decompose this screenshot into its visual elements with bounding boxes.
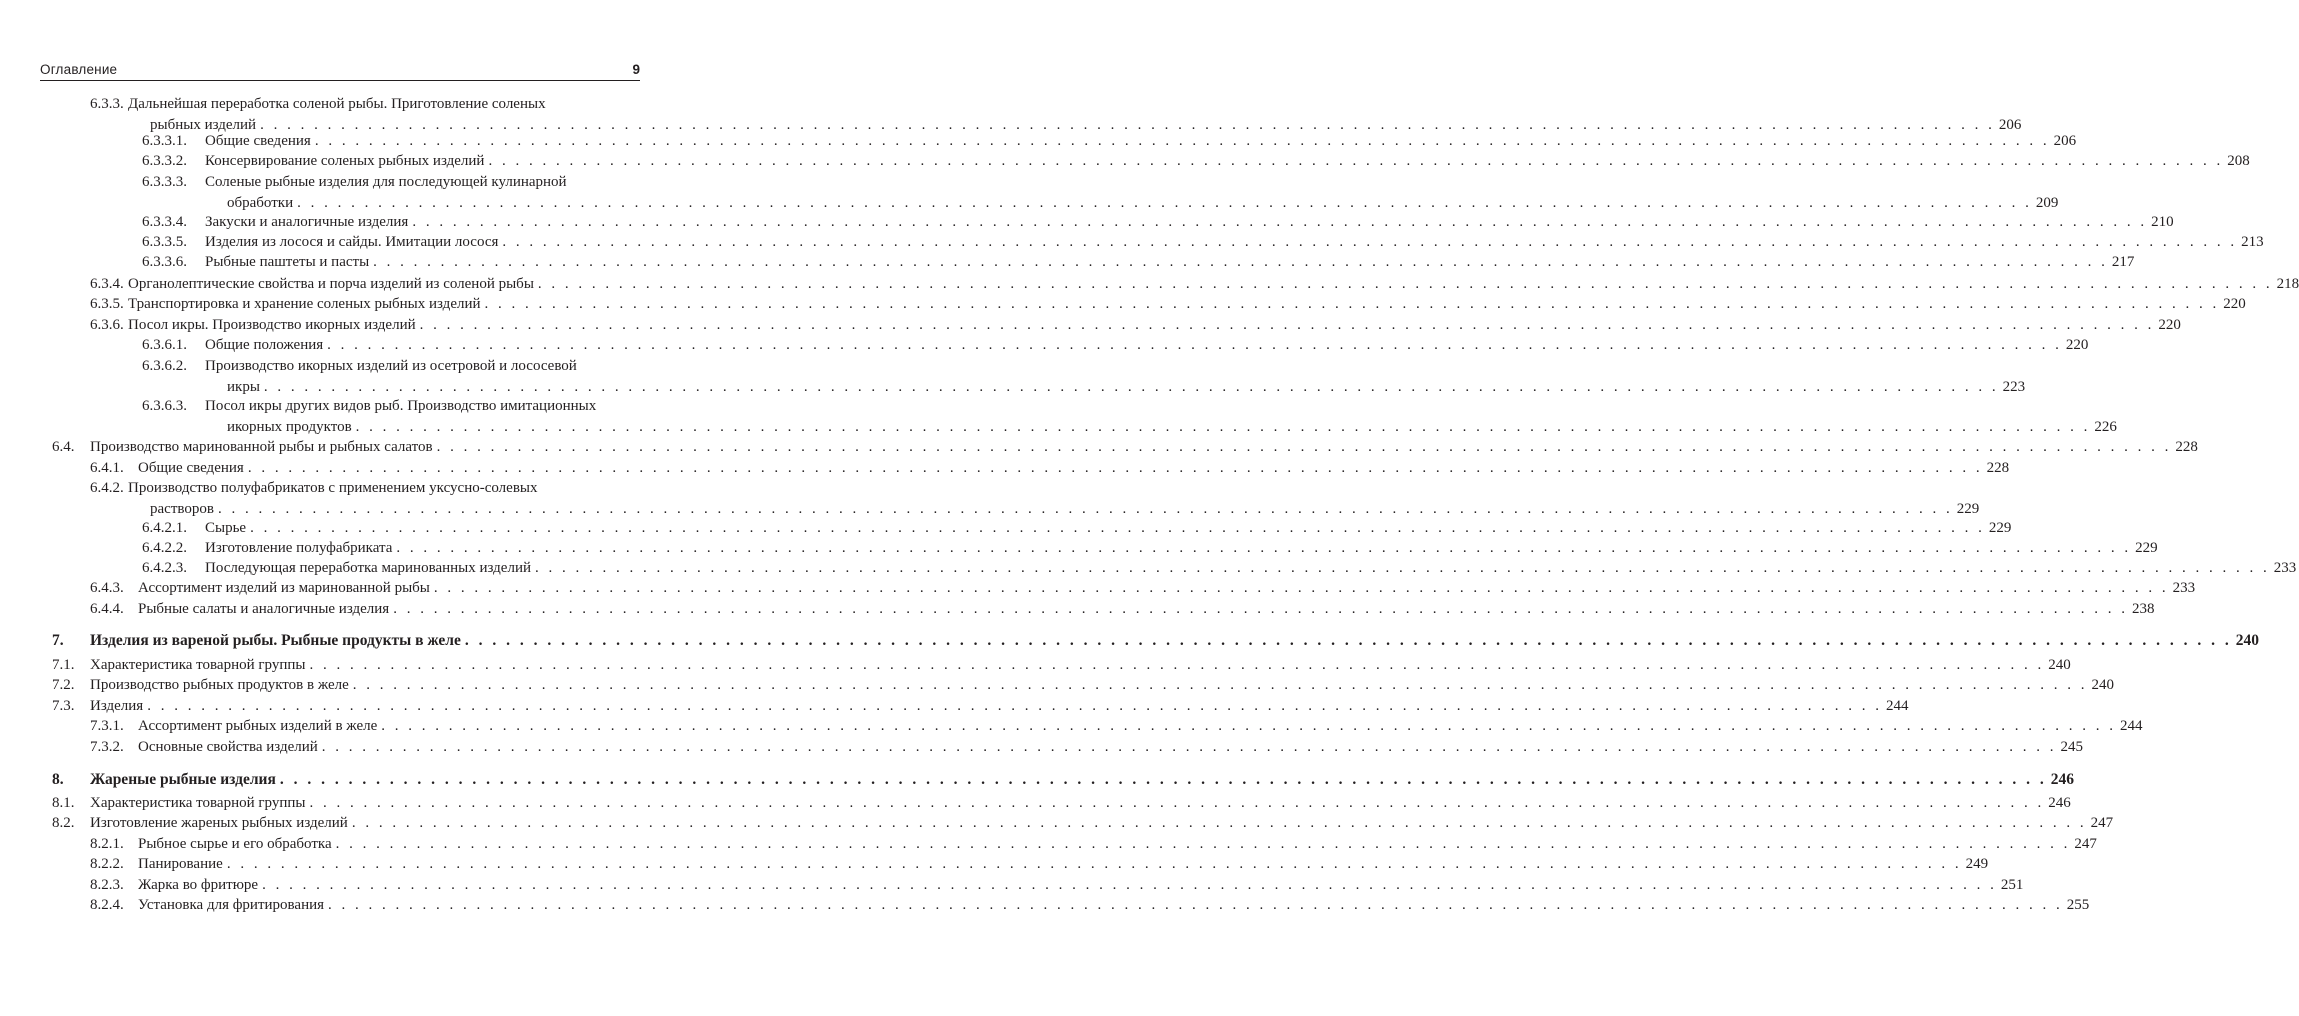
toc-entry[interactable]	[142, 538, 2158, 559]
toc-entry[interactable]	[90, 274, 2299, 295]
toc-entry-number: 8.2.3.	[90, 877, 124, 893]
dot-leader: . . . . . . . . . . . . . . . . . . . . . . . . . . . . . . . . . . . . . . . . . . . . . . . . . . . . . . . . . . . . . . . . . . . . . . . . . . . . . . . . . . . . . . . . . . . . . . . . . . . . . . . . . . . . . . . . . . . . . . . . . . . . . . . . .	[373, 254, 2108, 270]
toc-entry[interactable]	[142, 335, 2089, 356]
toc-entry-title: Соленые рыбные изделия для последующей кулинарной	[205, 174, 567, 190]
toc-entry[interactable]	[142, 212, 2174, 233]
toc-entry-title: Общие сведения	[138, 460, 244, 476]
toc-entry-number: 6.4.2.3.	[142, 560, 187, 576]
toc-entry-page: 240	[2091, 677, 2115, 693]
toc-entry[interactable]	[142, 172, 2059, 214]
toc-entry-page: 246	[2048, 795, 2071, 811]
toc-entry-page: 245	[2060, 739, 2084, 755]
dot-leader: . . . . . . . . . . . . . . . . . . . . . . . . . . . . . . . . . . . . . . . . . . . . . . . . . . . . . . . . . . . . . . . . . . . . . . . . . . . . . . . . . . . . . . . . . . . . . . . . . . . . . . . . . . . . . . . . . . . . . . . . . . . . . . . . .	[247, 460, 1983, 476]
toc-entry[interactable]	[142, 232, 2264, 253]
toc-entry-title: Рыбные паштеты и пасты	[205, 254, 370, 270]
toc-entry-number: 6.3.3.5.	[142, 234, 187, 250]
toc-entry-title: Характеристика товарной группы	[90, 795, 306, 811]
toc-entry[interactable]	[142, 356, 2026, 398]
toc-entry-title: Рыбное сырье и его обработка	[138, 836, 332, 852]
toc-entry[interactable]	[142, 151, 2250, 172]
toc-entry-title: обработки	[227, 195, 294, 211]
dot-leader: . . . . . . . . . . . . . . . . . . . . . . . . . . . . . . . . . . . . . . . . . . . . . . . . . . . . . . . . . . . . . . . . . . . . . . . . . . . . . . . . . . . . . . . . . . . . . . . . . . . . . . . . . . . . . . . . . . . . . . . . . . . . . . . . .	[352, 677, 2088, 693]
dot-leader: . . . . . . . . . . . . . . . . . . . . . . . . . . . . . . . . . . . . . . . . . . . . . . . . . . . . . . . . . . . . . . . . . . . . . . . . . . . . . . . . . . . . . . . . . . . . . . . . . . . . . . . . . . . . . . . . . . . . . . . . . . . . . . . . .	[535, 560, 2270, 576]
toc-entry[interactable]	[90, 895, 2090, 916]
header-page-number: 9	[632, 62, 640, 77]
toc-entry-title: Ассортимент рыбных изделий в желе	[138, 718, 378, 734]
toc-entry-page: 247	[2090, 815, 2114, 831]
toc-entry-number: 6.3.3.6.	[142, 254, 187, 270]
toc-entry[interactable]	[52, 696, 1909, 717]
toc-entry-page: 255	[2066, 897, 2090, 913]
dot-leader: . . . . . . . . . . . . . . . . . . . . . . . . . . . . . . . . . . . . . . . . . . . . . . . . . . . . . . . . . . . . . . . . . . . . . . . . . . . . . . . . . . . . . . . . . . . . . . . . . . . . . . . . . . . . . . . . . . . . . . . . . . . . . . . . .	[502, 234, 2238, 250]
header-rule	[40, 80, 640, 81]
toc-entry[interactable]	[90, 458, 2010, 479]
toc-entry-title: Органолептические свойства и порча изделий из соленой рыбы	[128, 276, 534, 292]
dot-leader: . . . . . . . . . . . . . . . . . . . . . . . . . . . . . . . . . . . . . . . . . . . . . . . . . . . . . . . . . . . . . . . . . . . . . . . . . . . . . . . . . . . . . . . . . . . . . . . . . . . . . . . . . . . . . . . . . . . . . . . . . . . . . . . . .	[537, 276, 2273, 292]
toc-entry-number: 6.4.3.	[90, 580, 124, 596]
toc-entry-title: Общие положения	[205, 337, 324, 353]
toc-entry-page: 220	[2223, 296, 2246, 312]
toc-entry[interactable]	[90, 294, 2246, 315]
dot-leader: . . . . . . . . . . . . . . . . . . . . . . . . . . . . . . . . . . . . . . . . . . . . . . . . . . . . . . . . . . . . . . . . . . . . . . . . . . . . . . . . . . . . . . . . . . . . . . . . . . . . . . . . . . . . . . . . . . . . . . . . . . . . . . . . .	[309, 657, 2045, 673]
toc-entry-number: 8.1.	[52, 795, 75, 811]
toc-entry[interactable]	[142, 252, 2135, 273]
dot-leader: . . . . . . . . . . . . . . . . . . . . . . . . . . . . . . . . . . . . . . . . . . . . . . . . . . . . . . . . . . . . . . . . . . . . . . . . . . . . . . . . . . . . . . . . . . . . . . . . . . . . . . . . . . . . . . . . . . . . . . . . . . . . . . . . .	[250, 520, 1985, 536]
toc-entry[interactable]	[90, 854, 1989, 875]
dot-leader: . . . . . . . . . . . . . . . . . . . . . . . . . . . . . . . . . . . . . . . . . . . . . . . . . . . . . . . . . . . . . . . . . . . . . . . . . . . . . . . . . . . . . . . . . . . . . . . . . . . . . . . . . . . . . . . . . . . . . . . . . . . . . . . . .	[328, 897, 2063, 913]
dot-leader: . . . . . . . . . . . . . . . . . . . . . . . . . . . . . . . . . . . . . . . . . . . . . . . . . . . . . . . . . . . . . . . . . . . . . . . . . . . . . . . . . . . . . . . . . . . . . . . . . . . . . . . . . . . . . . . . . . . . . . . . . . . . . . . . .	[217, 501, 1953, 517]
toc-entry-page: 244	[2120, 718, 2143, 734]
dot-leader: . . . . . . . . . . . . . . . . . . . . . . . . . . . . . . . . . . . . . . . . . . . . . . . . . . . . . . . . . . . . . . . . . . . . . . . . . . . . . . . . . . . . . . . . . . . . . . . . . . . . . . . . . . . . . . . . . . . . . . . . . . . . . . . . .	[309, 795, 2045, 811]
toc-entry-page: 220	[2158, 317, 2181, 333]
toc-entry[interactable]	[142, 558, 2297, 579]
toc-entry-number: 6.3.3.	[90, 96, 124, 112]
dot-leader: . . . . . . . . . . . . . . . . . . . . . . . . . . . . . . . . . . . . . . . . . . . . . . . . . . . . . . . . . . . . . . . . . . . . . . . . . . . . . . . . . . . . . . . . . . . . . . . . . . . . . . . . . . . . . . . . . . . . . . . . . . . . . . . . .	[335, 836, 2071, 852]
toc-entry-number: 8.2.2.	[90, 856, 124, 872]
header-title: Оглавление	[40, 62, 118, 77]
dot-leader: . . . . . . . . . . . . . . . . . . . . . . . . . . . . . . . . . . . . . . . . . . . . . . . . . . . . . . . . . . . . . . . . . . . . . . . . . . . . . . . . . . . . . . . . . . . . . . . . . . . . . . . . . . . . . . . . . . . . . . . . . . . . . . . . .	[393, 601, 2128, 617]
dot-leader: . . . . . . . . . . . . . . . . . . . . . . . . . . . . . . . . . . . . . . . . . . . . . . . . . . . . . . . . . . . . . . . . . . . . . . . . . . . . . . . . . . . . . . . . . . . . . . . . . . . . . . . . . . . . . . . . . . . . . . . . . . . . . . . . .	[381, 718, 2117, 734]
toc-entry-number: 7.3.	[52, 698, 75, 714]
dot-leader: . . . . . . . . . . . . . . . . . . . . . . . . . . . . . . . . . . . . . . . . . . . . . . . . . . . . . . . . . . . . . . . . . . . . . . . . . . . . . . . . . . . . . . . . . . . . . . . . . . . . . . . . . . . . . . . . . . . . . . . . . . . . . . . . .	[147, 698, 1882, 714]
toc-entry[interactable]	[52, 630, 2260, 651]
toc-entry-number: 6.3.6.1.	[142, 337, 187, 353]
toc-entry-page: 226	[2094, 419, 2117, 435]
toc-entry-title: рыбных изделий	[150, 117, 257, 133]
dot-leader: . . . . . . . . . . . . . . . . . . . . . . . . . . . . . . . . . . . . . . . . . . . . . . . . . . . . . . . . . . . . . . . . . . . . . . . . . . . . . . . . . . . . . . . . . . . . . . . . . . . . . . . . . . . . . . . . . . . . . . . . . . . . . . . . .	[396, 540, 2132, 556]
toc-entry-number: 6.3.4.	[90, 276, 124, 292]
toc-entry[interactable]	[90, 875, 2024, 896]
toc-entry-title: Транспортировка и хранение соленых рыбных изделий	[128, 296, 481, 312]
toc-entry[interactable]	[142, 131, 2077, 152]
running-header	[40, 62, 640, 78]
toc-entry-number: 6.4.2.	[90, 480, 124, 496]
toc-entry-title: Основные свойства изделий	[138, 739, 318, 755]
toc-entry-title: Установка для фритирования	[138, 897, 325, 913]
toc-entry-number: 6.3.3.3.	[142, 174, 187, 190]
dot-leader: . . . . . . . . . . . . . . . . . . . . . . . . . . . . . . . . . . . . . . . . . . . . . . . . . . . . . . . . . . . . . . . . . . . . . . . . . . . . . . . . . . . . . . . . . . . . . . . . . . . . . . . . . . . . . . . . . . . . . . . . . . . . . . . . .	[419, 317, 2155, 333]
toc-entry[interactable]	[52, 769, 2074, 790]
toc-entry-page: 240	[2048, 657, 2071, 673]
toc-entry-title: Изделия из лосося и сайды. Имитации лосося	[205, 234, 499, 250]
toc-entry-page: 206	[1998, 117, 2022, 133]
dot-leader: . . . . . . . . . . . . . . . . . . . . . . . . . . . . . . . . . . . . . . . . . . . . . . . . . . . . . . . . . . . . . . . . . . . . . . . . . . . . . . . . . . . . . . . . . . . . . . . . . . . . . . . . . . . . . . . . . . . . . . . . . . . . . . . . .	[355, 419, 2091, 435]
toc-entry-page: 233	[2273, 560, 2297, 576]
toc-entry-page: 229	[2135, 540, 2158, 556]
toc-entry-title: Изделия из вареной рыбы. Рыбные продукты в желе	[90, 632, 461, 649]
toc-entry-number: 6.4.2.2.	[142, 540, 187, 556]
toc-entry[interactable]	[52, 437, 2198, 458]
toc-entry-page: 251	[2000, 877, 2024, 893]
dot-leader: . . . . . . . . . . . . . . . . . . . . . . . . . . . . . . . . . . . . . . . . . . . . . . . . . . . . . . . . . . . . . . . . . . . . . . . . . . . . . . . . . . . . . . . . . . . . . . . . . . . . . . . . . . . . . . . . . . . . . . . . . . . . . . . . .	[351, 815, 2087, 831]
toc-entry-title: Последующая переработка маринованных изделий	[205, 560, 532, 576]
toc-entry-title: Производство рыбных продуктов в желе	[90, 677, 349, 693]
dot-leader: . . . . . . . . . . . . . . . . . . . . . . . . . . . . . . . . . . . . . . . . . . . . . . . . . . . . . . . . . . . . . . . . . . . . . . . . . . . . . . . . . . . . . . . . . . . . . . . . . . . . . . . . . . . . . . . . . . . . . . . . . . . . . . . . .	[433, 580, 2169, 596]
toc-entry-page: 240	[2235, 632, 2260, 649]
toc-entry-title: Сырье	[205, 520, 247, 536]
toc-entry-number: 6.3.6.	[90, 317, 124, 333]
toc-entry-title: Рыбные салаты и аналогичные изделия	[138, 601, 390, 617]
toc-entry-number: 7.	[52, 632, 64, 649]
toc-entry-title: Изделия	[90, 698, 144, 714]
toc-entry-number: 7.1.	[52, 657, 75, 673]
toc-entry-number: 6.3.6.2.	[142, 358, 187, 374]
dot-leader: . . . . . . . . . . . . . . . . . . . . . . . . . . . . . . . . . . . . . . . . . . . . . . . . . . . . . . . . . . . . . . . . . . . . . . . . . . . . . . . . . . . . . . . . . . . . . . . . . . . . . . . . . . . . . . . . . . . . . . . . . . . . . . . . .	[464, 632, 2232, 649]
toc-entry[interactable]	[90, 478, 1980, 520]
toc-entry-number: 6.3.3.1.	[142, 133, 187, 149]
toc-entry-number: 6.3.6.3.	[142, 398, 187, 414]
toc-entry-number: 8.	[52, 771, 64, 788]
dot-leader: . . . . . . . . . . . . . . . . . . . . . . . . . . . . . . . . . . . . . . . . . . . . . . . . . . . . . . . . . . . . . . . . . . . . . . . . . . . . . . . . . . . . . . . . . . . . . . . . . . . . . . . . . . . . . . . . . . . . . . . . . . . . . . . . .	[321, 739, 2057, 755]
toc-entry-number: 6.3.3.4.	[142, 214, 187, 230]
toc-entry[interactable]	[90, 315, 2181, 336]
toc-entry-page: 228	[1986, 460, 2010, 476]
dot-leader: . . . . . . . . . . . . . . . . . . . . . . . . . . . . . . . . . . . . . . . . . . . . . . . . . . . . . . . . . . . . . . . . . . . . . . . . . . . . . . . . . . . . . . . . . . . . . . . . . . . . . . . . . . . . . . . . . . . . . . . . . . . . . . . . .	[314, 133, 2050, 149]
toc-entry-page: 238	[2131, 601, 2155, 617]
toc-entry-page: 223	[2002, 379, 2026, 395]
toc-entry-number: 6.4.2.1.	[142, 520, 187, 536]
toc-entry-title: Характеристика товарной группы	[90, 657, 306, 673]
toc-entry-number: 6.4.	[52, 439, 75, 455]
toc-entry-title: икорных продуктов	[227, 419, 352, 435]
toc-entry[interactable]	[52, 793, 2071, 814]
toc-entry-number: 7.3.1.	[90, 718, 124, 734]
dot-leader: . . . . . . . . . . . . . . . . . . . . . . . . . . . . . . . . . . . . . . . . . . . . . . . . . . . . . . . . . . . . . . . . . . . . . . . . . . . . . . . . . . . . . . . . . . . . . . . . . . . . . . . . . . . . . . . . . . . . . . . . . . . . . . . . .	[327, 337, 2062, 353]
toc-entry[interactable]	[52, 655, 2071, 676]
toc-entry-page: 247	[2074, 836, 2097, 852]
dot-leader: . . . . . . . . . . . . . . . . . . . . . . . . . . . . . . . . . . . . . . . . . . . . . . . . . . . . . . . . . . . . . . . . . . . . . . . . . . . . . . . . . . . . . . . . . . . . . . . . . . . . . . . . . . . . . . . . . . . . . . . . . . . . . . . . .	[436, 439, 2172, 455]
toc-entry-title: Посол икры. Производство икорных изделий	[128, 317, 416, 333]
toc-entry-page: 244	[1885, 698, 1909, 714]
toc-entry-title: Общие сведения	[205, 133, 311, 149]
dot-leader: . . . . . . . . . . . . . . . . . . . . . . . . . . . . . . . . . . . . . . . . . . . . . . . . . . . . . . . . . . . . . . . . . . . . . . . . . . . . . . . . . . . . . . . . . . . . . . . . . . . . . . . . . . . . . . . . . . . . . . . . . . . . . . . . .	[279, 771, 2047, 788]
toc-entry-title: Изготовление жареных рыбных изделий	[90, 815, 348, 831]
toc-entry-number: 7.3.2.	[90, 739, 124, 755]
toc-entry-title: Жареные рыбные изделия	[90, 771, 276, 788]
toc-entry-title: Производство маринованной рыбы и рыбных салатов	[90, 439, 433, 455]
dot-leader: . . . . . . . . . . . . . . . . . . . . . . . . . . . . . . . . . . . . . . . . . . . . . . . . . . . . . . . . . . . . . . . . . . . . . . . . . . . . . . . . . . . . . . . . . . . . . . . . . . . . . . . . . . . . . . . . . . . . . . . . . . . . . . . . .	[488, 153, 2224, 169]
toc-entry-page: 249	[1965, 856, 1989, 872]
toc-entry-page: 217	[2111, 254, 2135, 270]
dot-leader: . . . . . . . . . . . . . . . . . . . . . . . . . . . . . . . . . . . . . . . . . . . . . . . . . . . . . . . . . . . . . . . . . . . . . . . . . . . . . . . . . . . . . . . . . . . . . . . . . . . . . . . . . . . . . . . . . . . . . . . . . . . . . . . . .	[297, 195, 2032, 211]
toc-entry-number: 7.2.	[52, 677, 75, 693]
toc-entry[interactable]	[142, 396, 2117, 438]
dot-leader: . . . . . . . . . . . . . . . . . . . . . . . . . . . . . . . . . . . . . . . . . . . . . . . . . . . . . . . . . . . . . . . . . . . . . . . . . . . . . . . . . . . . . . . . . . . . . . . . . . . . . . . . . . . . . . . . . . . . . . . . . . . . . . . . .	[262, 877, 1997, 893]
toc-entry-number: 6.4.4.	[90, 601, 124, 617]
toc-entry-number: 6.4.1.	[90, 460, 124, 476]
toc-entry[interactable]	[52, 675, 2115, 696]
toc-entry-number: 6.3.5.	[90, 296, 124, 312]
toc-entry-page: 220	[2065, 337, 2089, 353]
toc-entry[interactable]	[90, 834, 2097, 855]
toc-entry[interactable]	[90, 578, 2196, 599]
toc-entry-number: 8.2.4.	[90, 897, 124, 913]
toc-entry-number: 6.3.3.2.	[142, 153, 187, 169]
dot-leader: . . . . . . . . . . . . . . . . . . . . . . . . . . . . . . . . . . . . . . . . . . . . . . . . . . . . . . . . . . . . . . . . . . . . . . . . . . . . . . . . . . . . . . . . . . . . . . . . . . . . . . . . . . . . . . . . . . . . . . . . . . . . . . . . .	[412, 214, 2148, 230]
toc-entry[interactable]	[90, 716, 2143, 737]
toc-entry-page: 208	[2227, 153, 2250, 169]
dot-leader: . . . . . . . . . . . . . . . . . . . . . . . . . . . . . . . . . . . . . . . . . . . . . . . . . . . . . . . . . . . . . . . . . . . . . . . . . . . . . . . . . . . . . . . . . . . . . . . . . . . . . . . . . . . . . . . . . . . . . . . . . . . . . . . . .	[226, 856, 1962, 872]
toc-entry-page: 229	[1988, 520, 2012, 536]
toc-entry-title: Закуски и аналогичные изделия	[205, 214, 409, 230]
toc-entry-title: Консервирование соленых рыбных изделий	[205, 153, 485, 169]
toc-entry-page: 233	[2172, 580, 2196, 596]
toc-entry-page: 206	[2053, 133, 2077, 149]
toc-entry-page: 210	[2151, 214, 2174, 230]
toc-entry-page: 218	[2276, 276, 2299, 292]
dot-leader: . . . . . . . . . . . . . . . . . . . . . . . . . . . . . . . . . . . . . . . . . . . . . . . . . . . . . . . . . . . . . . . . . . . . . . . . . . . . . . . . . . . . . . . . . . . . . . . . . . . . . . . . . . . . . . . . . . . . . . . . . . . . . . . . .	[263, 379, 1999, 395]
toc-entry-page: 229	[1956, 501, 1980, 517]
toc-entry[interactable]	[142, 518, 2012, 539]
toc-entry[interactable]	[52, 813, 2114, 834]
toc-entry-number: 8.2.1.	[90, 836, 124, 852]
toc-entry-title: Ассортимент изделий из маринованной рыбы	[138, 580, 430, 596]
toc-entry-title: икры	[227, 379, 260, 395]
toc-entry-page: 246	[2050, 771, 2074, 788]
toc-entry[interactable]	[90, 737, 2084, 758]
toc-entry-title: Производство икорных изделий из осетровой и лососевой	[205, 358, 577, 374]
toc-entry-page: 228	[2175, 439, 2198, 455]
toc-entry-title: Изготовление полуфабриката	[205, 540, 393, 556]
toc-entry-title: Производство полуфабрикатов с применением уксусно-солевых	[128, 480, 538, 496]
toc-entry-title: Жарка во фритюре	[138, 877, 259, 893]
toc-entry[interactable]	[90, 94, 2022, 136]
toc-entry-page: 209	[2035, 195, 2059, 211]
toc-entry-title: Панирование	[138, 856, 223, 872]
toc-entry-page: 213	[2241, 234, 2264, 250]
toc-entry-title: растворов	[150, 501, 214, 517]
toc-entry-title: Посол икры других видов рыб. Производство имитационных	[205, 398, 597, 414]
dot-leader: . . . . . . . . . . . . . . . . . . . . . . . . . . . . . . . . . . . . . . . . . . . . . . . . . . . . . . . . . . . . . . . . . . . . . . . . . . . . . . . . . . . . . . . . . . . . . . . . . . . . . . . . . . . . . . . . . . . . . . . . . . . . . . . . .	[484, 296, 2220, 312]
dot-leader: . . . . . . . . . . . . . . . . . . . . . . . . . . . . . . . . . . . . . . . . . . . . . . . . . . . . . . . . . . . . . . . . . . . . . . . . . . . . . . . . . . . . . . . . . . . . . . . . . . . . . . . . . . . . . . . . . . . . . . . . . . . . . . . . .	[260, 117, 1995, 133]
toc-entry[interactable]	[90, 599, 2155, 620]
toc-entry-number: 8.2.	[52, 815, 75, 831]
toc-entry-title: Дальнейшая переработка соленой рыбы. Приготовление соленых	[128, 96, 546, 112]
